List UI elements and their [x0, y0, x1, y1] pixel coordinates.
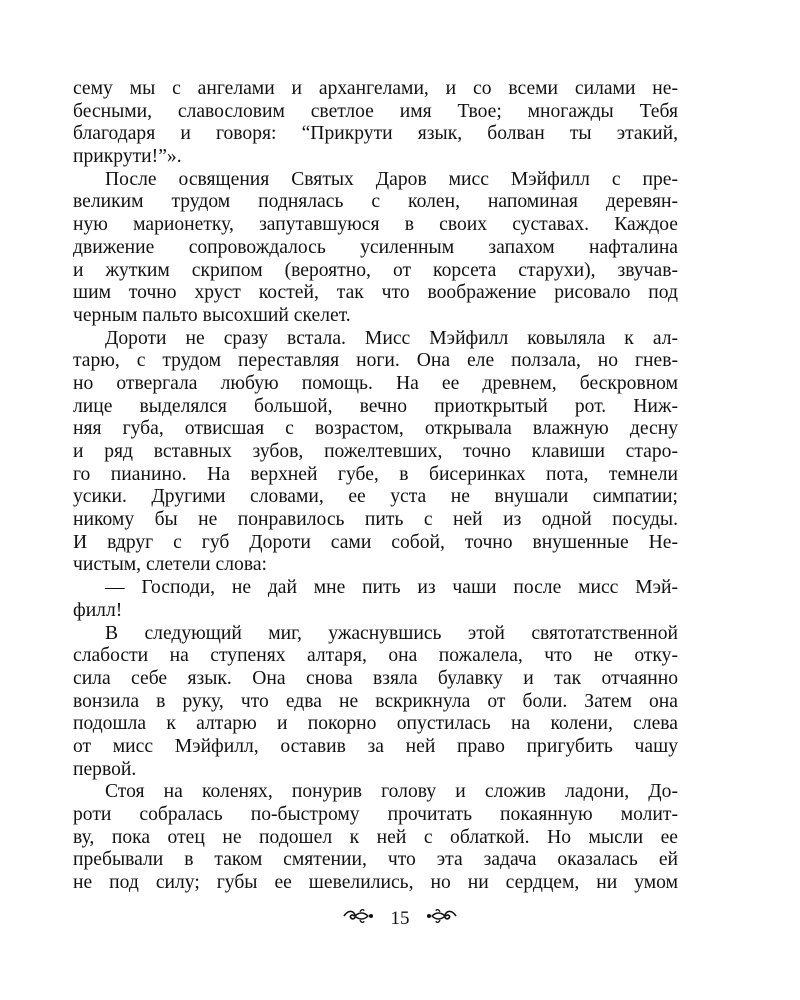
- text-line: В следующий миг, ужаснувшись этой святотатственной: [105, 622, 678, 644]
- text-line: но отвергала любую помощь. На ее древнем, бескровном: [73, 372, 678, 394]
- text-line: усики. Другими словами, ее уста не внушали симпатии;: [73, 486, 678, 508]
- text-line: тарю, с трудом переставляя ноги. Она еле ползала, но гнев-: [73, 350, 678, 372]
- text-line: и ряд вставных зубов, пожелтевших, точно клавиши старо-: [73, 441, 678, 462]
- text-line: И вдруг с губ Дороти сами собой, точно внушенные Не-: [73, 531, 678, 553]
- text-line: Дороти не сразу встала. Мисс Мэйфилл ковыляла к ал-: [105, 327, 678, 349]
- page-number: 15: [390, 908, 410, 929]
- text-line: великим трудом поднялась с колен, напоминая деревян-: [73, 191, 678, 213]
- text-line: слабости на ступенях алтаря, она пожалела, что не отку-: [73, 645, 678, 667]
- text-line: никому бы не понравилось пить с ней из одной посуды.: [73, 509, 678, 531]
- text-line: бесными, славословим светлое имя Твое; многажды Тебя: [73, 100, 678, 122]
- text-line: вонзила в руку, что едва не вскрикнула от боли. Затем она: [73, 690, 678, 712]
- text-line: ную марионетку, запутавшуюся в своих суставах. Каждое: [73, 214, 678, 236]
- text-line: — Господи, не дай мне пить из чаши после мисс Мэй-: [105, 577, 678, 599]
- text-line: ву, пока отец не подошел к ней с облаткой. Но мысли ее: [73, 826, 678, 848]
- text-line: благодаря и говоря: “Прикрути язык, болван ты этакий,: [73, 123, 678, 145]
- text-line: роти собралась по-быстрому прочитать покаянную молит-: [73, 804, 678, 825]
- text-line: лице выделялся большой, вечно приоткрытый рот. Ниж-: [73, 395, 678, 417]
- text-line: и жутким скрипом (вероятно, от корсета старухи), звучав-: [73, 259, 678, 281]
- text-line: первой.: [73, 758, 137, 780]
- text-line: не под силу; губы ее шевелились, но ни сердцем, ни умом: [73, 872, 678, 894]
- text-line: сила себе язык. Она снова взяла булавку и так отчаянно: [73, 667, 678, 689]
- text-line: шим точно хруст костей, так что воображение рисовало под: [73, 282, 678, 304]
- text-line: Стоя на коленях, понурив голову и сложив ладони, До-: [105, 781, 678, 803]
- book-page-text: [73, 78, 678, 895]
- text-line: движение сопровождалось усиленным запахом нафталина: [73, 236, 678, 258]
- text-line: После освящения Святых Даров мисс Мэйфилл с пре-: [105, 168, 678, 190]
- text-line: няя губа, отвисшая с возрастом, открывала влажную десну: [73, 418, 678, 440]
- text-line: чистым, слетели слова:: [73, 554, 267, 576]
- text-line: го пианино. На верхней губе, в бисеринках пота, темнели: [73, 463, 678, 485]
- text-line: от мисс Мэйфилл, оставив за ней право пригубить чашу: [73, 735, 678, 757]
- right-ornament-icon: [424, 907, 458, 931]
- text-line: подошла к алтарю и покорно опустилась на колени, слева: [73, 713, 678, 735]
- left-ornament-icon: [342, 907, 376, 931]
- text-line: сему мы с ангелами и архангелами, и со всеми силами не-: [73, 78, 678, 99]
- text-line: прикрути!”».: [73, 146, 182, 168]
- text-line: черным пальто высохший скелет.: [73, 304, 351, 326]
- text-line: филл!: [73, 599, 123, 621]
- text-line: пребывали в таком смятении, что эта задача оказалась ей: [73, 849, 678, 871]
- page-footer: [0, 907, 800, 931]
